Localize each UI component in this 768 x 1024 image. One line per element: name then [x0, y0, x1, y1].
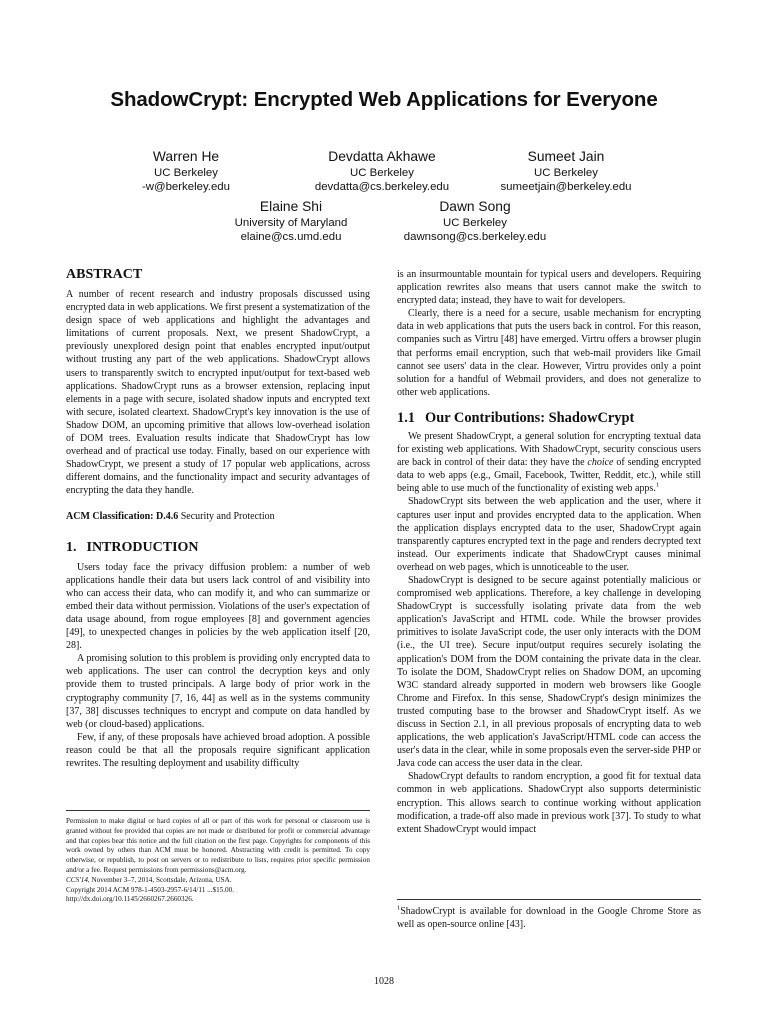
emphasis: choice [587, 457, 614, 469]
author-name: Elaine Shi [259, 199, 323, 214]
section-title: INTRODUCTION [86, 539, 199, 555]
abstract-text: A number of recent research and industry proposals discussed using encrypted data in web applications. We first present a systematization of the design space of web applications and highlight the advantages and limitations of current proposals. Next, we present ShadowCrypt, a previously unexplored design point that enables encrypted input/output without trusting any part of the web applications. ShadowCrypt allows users to transparently switch to encrypted input/output for text-based web applications. ShadowCrypt runs as a browser extension, replacing input elements in a page with secure, isolated shadow inputs and encrypted text with secure, isolated cleartext. ShadowCrypt's key innovation is the use of Shadow DOM, an upcoming primitive that allows low-overhead isolation of DOM trees. Evaluation results indicate that ShadowCrypt has low overhead and of practical use today. Finally, based on our experience with ShadowCrypt, we present a study of 17 popular web applications, across different domains, and the functionality impact and security advantages of encrypting the data they handle. [66, 289, 370, 497]
author-email: elaine@cs.umd.edu [240, 231, 342, 243]
intro-paragraph: Users today face the privacy diffusion problem: a number of web applications handle their data but users lack control of and visibility into who can access their data, who can modify it, and who can summarize or embed their data without permission. Violations of the user's expectation of data usage abound, from rogue employees [8] and government agencies [49], to unexpected changes in policies by the web application itself [20, 28]. [66, 561, 370, 652]
body-paragraph [397, 430, 701, 495]
author-email: sumeetjain@berkeley.edu [500, 181, 632, 193]
conference-details: November 3–7, 2014, Scottsdale, Arizona, USA. [91, 875, 232, 884]
footnote [397, 899, 701, 931]
intro-paragraph: Few, if any, of these proposals have achieved broad adoption. A possible reason could be that all the proposals require significant application rewrites. The resulting deployment and usability difficulty [66, 731, 370, 769]
author-name: Dawn Song [439, 199, 511, 214]
doi-line: http://dx.doi.org/10.1145/2660267.2660326. [66, 895, 194, 904]
conference-name: CCS'14, [66, 875, 90, 884]
author-affiliation: UC Berkeley [534, 167, 598, 179]
footnote-number: 1 [397, 904, 401, 912]
body-paragraph: ShadowCrypt is designed to be secure against potentially malicious or compromised web applications. Therefore, a key challenge in developing ShadowCrypt is successfully isolating private data from the web application's JavaScript and HTML code. While the browser provides primitives to isolate JavaScript code, the user only interacts with the DOM (i.e., the UI tree). Secure input/output requires securely isolating the application's DOM from the DOM containing the private data in the clear. To isolate the DOM, ShadowCrypt relies on Shadow DOM, an upcoming W3C standard already supported in modern web browsers like Google Chrome and Firefox. In this sense, ShadowCrypt's design minimizes the trusted computing base to the browser and ShadowCrypt itself. As we discuss in Section 2.1, in all previous proposals of encrypting data to web applications, the web application's JavaScript/HTML code can access the user's data in the clear, while in some proposals even the server-side PHP or Java code can access the user data in the clear. [397, 574, 701, 770]
intro-heading [66, 539, 370, 557]
right-column [397, 268, 701, 836]
author-block [355, 198, 595, 244]
author-email: -w@berkeley.edu [142, 181, 230, 193]
body-paragraph: Clearly, there is a need for a secure, usable mechanism for encrypting data in web applications that puts the users back in control. For this reason, companies such as Virtru [48] have emerged. Virtru offers a browser plugin that performs email encryption, such that web-mail providers like Gmail cannot see users' data in the clear. However, Virtru provides only a point solution for a handful of Webmail providers, and does not generalize to other web applications. [397, 308, 701, 398]
subsection-number: 1.1 [397, 409, 415, 426]
contributions-heading [397, 409, 701, 427]
section-number: 1. [66, 539, 77, 555]
author-name: Sumeet Jain [527, 149, 605, 164]
author-affiliation: University of Maryland [234, 217, 348, 229]
body-paragraph: ShadowCrypt defaults to random encryption, a good fit for textual data common in web applications. ShadowCrypt also supports deterministic encryption. This allows search to continue working without application modification, a trade-off also made in previous work [37]. To study to what extent ShadowCrypt would impact [397, 771, 701, 835]
author-email: devdatta@cs.berkeley.edu [314, 181, 450, 193]
text-run: of sending encrypted data to web apps (e.g., Gmail, Facebook, Twitter, Reddit, etc.), while still being able to use much of the functionality of existing web apps. [397, 457, 702, 495]
author-affiliation: UC Berkeley [350, 167, 414, 179]
acm-text: Security and Protection [180, 510, 275, 522]
paper-title: ShadowCrypt: Encrypted Web Applications for Everyone [110, 88, 658, 111]
author-name: Devdatta Akhawe [328, 149, 436, 164]
acm-label: ACM Classification: [66, 510, 154, 522]
conference-line [66, 876, 370, 886]
text-run: We present ShadowCrypt, a general solution for encrypting textual data for existing web applications. With ShadowCrypt, security conscious users are back in control of their data: they have the [397, 430, 701, 469]
acm-classification [66, 510, 370, 523]
author-name: Warren He [152, 149, 220, 164]
permission-text: Permission to make digital or hard copies of all or part of this work for personal or classroom use is granted without fee provided that copies are not made or distributed for profit or commercial advantage and that copies bear this notice and the full citation on the first page. Copyrights for components of this work owned by others than ACM must be honored. Abstracting with credit is permitted. To copy otherwise, or republish, to post on servers or to redistribute to lists, requires prior specific permission and/or a fee. Request permissions from permissions@acm.org. [66, 817, 370, 874]
author-email: dawnsong@cs.berkeley.edu [403, 231, 547, 243]
subsection-title: Our Contributions: ShadowCrypt [425, 409, 635, 426]
intro-paragraph: A promising solution to this problem is providing only encrypted data to web applications. The user can control the decryption keys and only provide them to trusted principals. A large body of prior work in the cryptography community [7, 16, 44] as well as in the systems community [37, 38] discusses techniques to encrypt and compute on data handled by web (or cloud-based) applications. [66, 653, 370, 730]
footnote-text: ShadowCrypt is available for download in the Google Chrome Store as well as open-source online [43]. [397, 906, 701, 930]
body-paragraph: ShadowCrypt sits between the web application and the user, where it captures user input and provides encrypted data to the application. When the application displays encrypted data to the user, ShadowCrypt again transparently captures encrypted text in the page and renders decrypted text instead. Our experiments indicate that ShadowCrypt causes minimal overhead on web pages, which is unnoticeable to the user. [397, 496, 701, 573]
left-column [66, 266, 370, 770]
author-affiliation: UC Berkeley [443, 217, 507, 229]
author-affiliation: UC Berkeley [154, 167, 218, 179]
author-block [446, 148, 686, 194]
footnote-marker[interactable]: 1 [655, 481, 660, 489]
acm-code: D.4.6 [156, 510, 179, 522]
body-paragraph: is an insurmountable mountain for typical users and developers. Requiring application rewrites also means that users cannot make the switch to encrypted data; instead, they have to wait for developers. [397, 269, 701, 307]
copyright-line: Copyright 2014 ACM 978-1-4503-2957-6/14/11 ...$15.00. [66, 885, 235, 894]
permission-notice [66, 810, 370, 905]
abstract-heading: ABSTRACT [66, 267, 143, 282]
page-number: 1028 [374, 976, 394, 987]
